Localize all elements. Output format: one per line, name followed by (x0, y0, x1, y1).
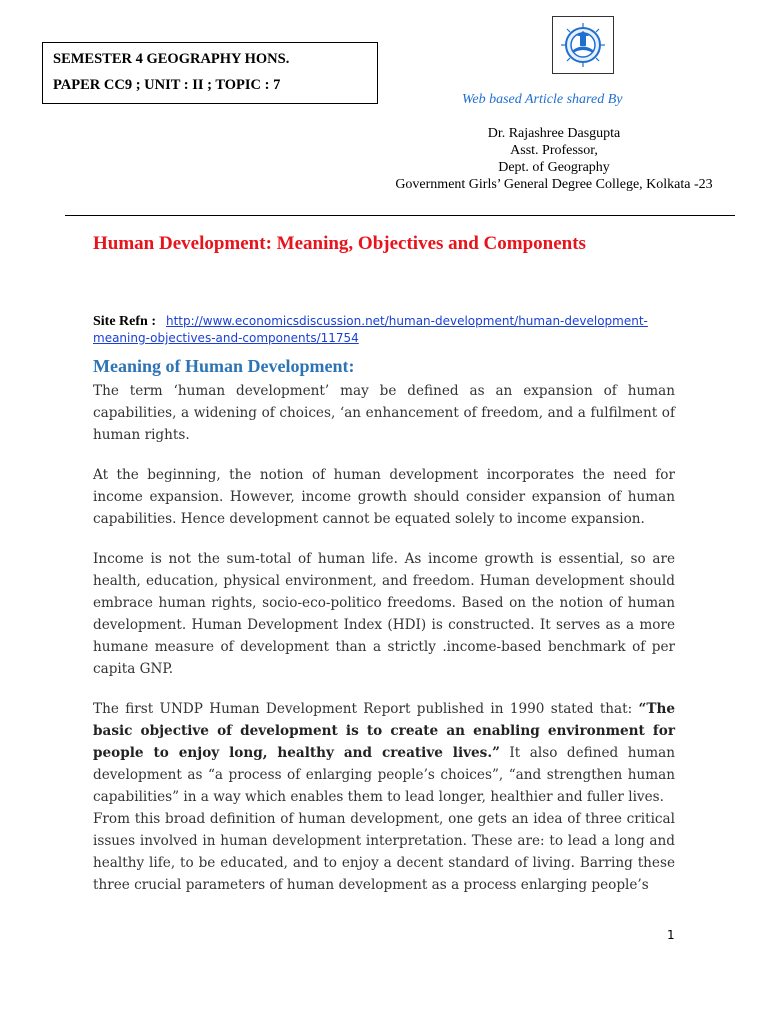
page-number: 1 (667, 928, 675, 942)
site-ref-label: Site Refn : (93, 314, 156, 329)
undp-intro: The first UNDP Human Development Report published in 1990 stated that: (93, 701, 639, 717)
undp-rest: It also defined human development as “a process of enlarging people’s choices”, “and strengthen human capabilities” in a way which enables them to lead longer, healthier and fuller lives. (93, 745, 675, 805)
article-body (93, 380, 675, 896)
undp-quote: “The basic objective of development is to create an enabling environment for people to enjoy long, healthy and creative lives.” (93, 701, 675, 761)
header-divider (65, 215, 735, 216)
paragraph-3: Income is not the sum-total of human life. As income growth is essential, so are health, education, physical environment, and freedom. Human development should embrace human rights, socio-eco-politico freedoms. Based on the notion of human development. Human Development Index (HDI) is constructed. It serves as a more humane measure of development than a strictly .income-based benchmark of per capita GNP. (93, 551, 675, 677)
course-line-1: SEMESTER 4 GEOGRAPHY HONS. (53, 51, 290, 67)
author-name: Dr. Rajashree Dasgupta (487, 126, 621, 141)
paragraph-1: The term ‘human development’ may be defined as an expansion of human capabilities, a widening of choices, ‘an enhancement of freedom, and a fulfilment of human rights. (93, 383, 675, 443)
site-ref-link[interactable]: http://www.economicsdiscussion.net/human-development/human-development-meaning-objectives-and-components/11754 (93, 314, 648, 345)
article-title: Human Development: Meaning, Objectives and Components (93, 233, 586, 254)
section-heading: Meaning of Human Development: (93, 356, 355, 376)
paragraph-2: At the beginning, the notion of human development incorporates the need for income expansion. However, income growth should consider expansion of human capabilities. Hence development cannot be equated solely to income expansion. (93, 467, 675, 527)
author-department: Dept. of Geography (498, 160, 610, 175)
course-line-2: PAPER CC9 ; UNIT : II ; TOPIC : 7 (53, 77, 281, 93)
author-college: Government Girls’ General Degree College, Kolkata -23 (395, 177, 713, 192)
shared-by-label: Web based Article shared By (462, 92, 623, 107)
paragraph-last: From this broad definition of human development, one gets an idea of three critical issues involved in human development interpretation. These are: to lead a long and healthy life, to be educated, and to enjoy a decent standard of living. Barring these three crucial parameters of human development as a process enlarging people’s (93, 811, 675, 893)
course-info-box (42, 42, 378, 104)
author-block (354, 125, 754, 193)
author-title: Asst. Professor, (510, 143, 598, 158)
college-logo-icon (552, 16, 614, 74)
paragraph-undp (93, 698, 675, 808)
site-reference (93, 313, 678, 346)
